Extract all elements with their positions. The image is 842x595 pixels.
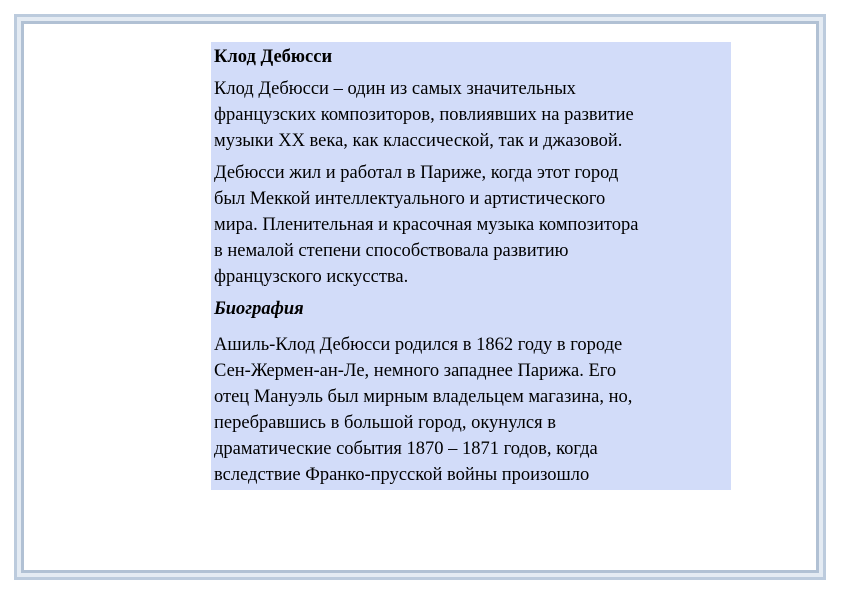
paragraph-biography: Ашиль-Клод Дебюсси родился в 1862 году в городе Сен-Жермен-ан-Ле, немного западнее Парижа. Его отец Мануэль был мирным владельцем магазина, но, перебравшись в большой город, окунулся в драматические события 1870 – 1871 годов, когда вследствие Франко-прусской войны произошло xyxy=(214,335,633,485)
document-title: Клод Дебюсси xyxy=(214,47,333,67)
text-box xyxy=(211,42,731,490)
section-heading-biography: Биография xyxy=(214,299,304,319)
paragraph-intro: Клод Дебюсси – один из самых значительных французских композиторов, повлиявших на развитие музыки XX века, как классической, так и джазовой. xyxy=(214,79,634,151)
paragraph-paris: Дебюсси жил и работал в Париже, когда этот город был Меккой интеллектуального и артистического мира. Пленительная и красочная музыка композитора в немалой степени способствовала развитию французского искусства. xyxy=(214,163,639,287)
